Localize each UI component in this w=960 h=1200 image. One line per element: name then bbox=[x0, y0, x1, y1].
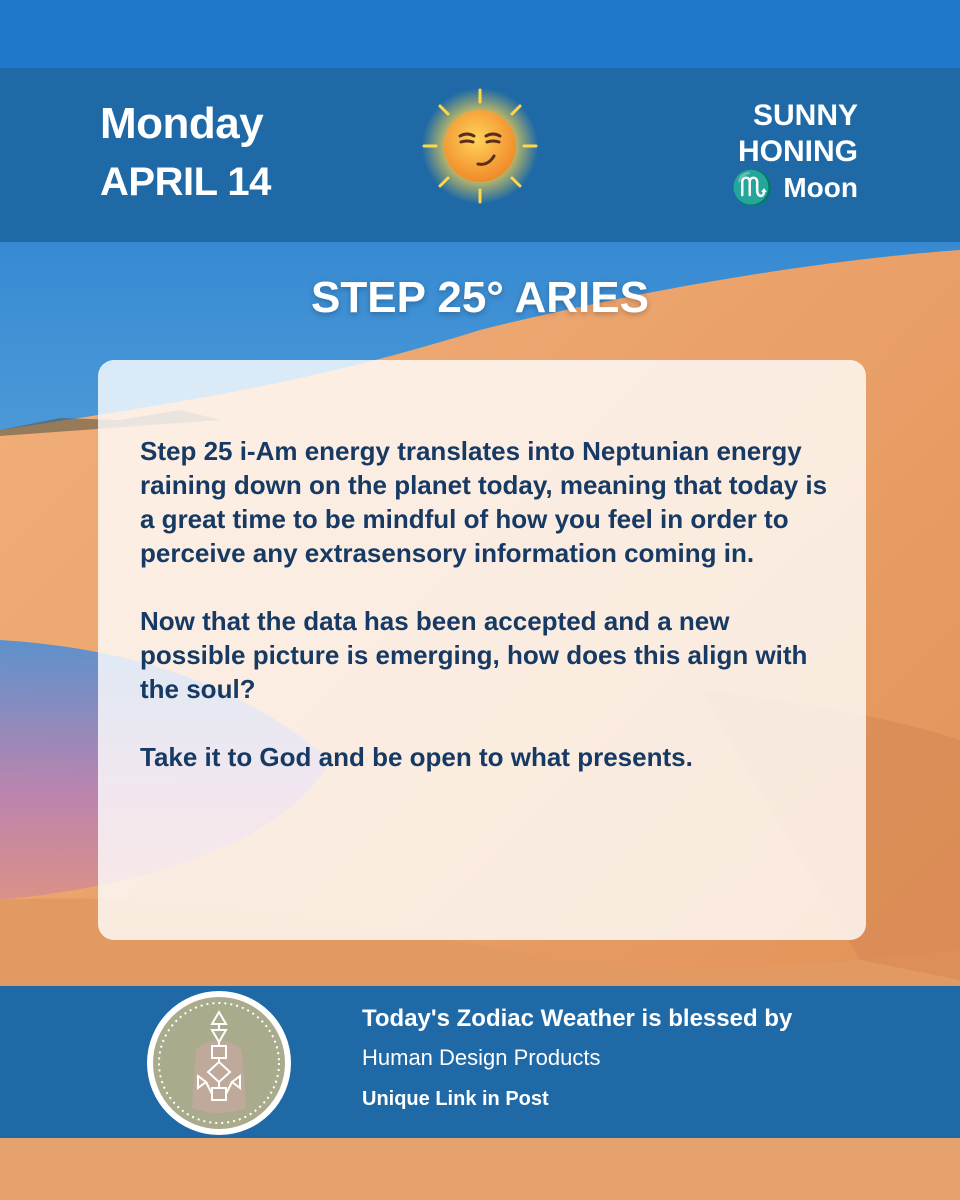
card-paragraph: Take it to God and be open to what presents. bbox=[140, 742, 693, 772]
forecast-block bbox=[731, 98, 858, 206]
card-paragraph: Now that the data has been accepted and a new possible picture is emerging, how does this align with the soul? bbox=[140, 606, 808, 704]
card-paragraph: Step 25 i-Am energy translates into Neptunian energy raining down on the planet today, meaning that today is a great time to be mindful of how you feel in order to perceive any extrasensory information coming in. bbox=[140, 436, 828, 568]
sun-face-icon bbox=[420, 86, 540, 206]
sponsor-name: Human Design Products bbox=[362, 1045, 601, 1070]
forecast-line-2: HONING bbox=[738, 135, 858, 168]
day-label: Monday bbox=[100, 99, 264, 148]
date-label: APRIL 14 bbox=[100, 160, 271, 204]
moon-label: Moon bbox=[783, 172, 858, 203]
sponsor-heading: Today's Zodiac Weather is blessed by bbox=[362, 1005, 793, 1032]
moon-line bbox=[731, 170, 858, 206]
bodygraph-logo-icon bbox=[146, 990, 292, 1136]
message-card bbox=[98, 360, 866, 940]
scorpio-icon: ♏ bbox=[731, 169, 774, 207]
card-body bbox=[140, 434, 830, 808]
forecast-line-1: SUNNY bbox=[752, 99, 858, 132]
sponsor-link-note: Unique Link in Post bbox=[362, 1088, 549, 1110]
page-title: STEP 25° ARIES bbox=[311, 273, 649, 322]
